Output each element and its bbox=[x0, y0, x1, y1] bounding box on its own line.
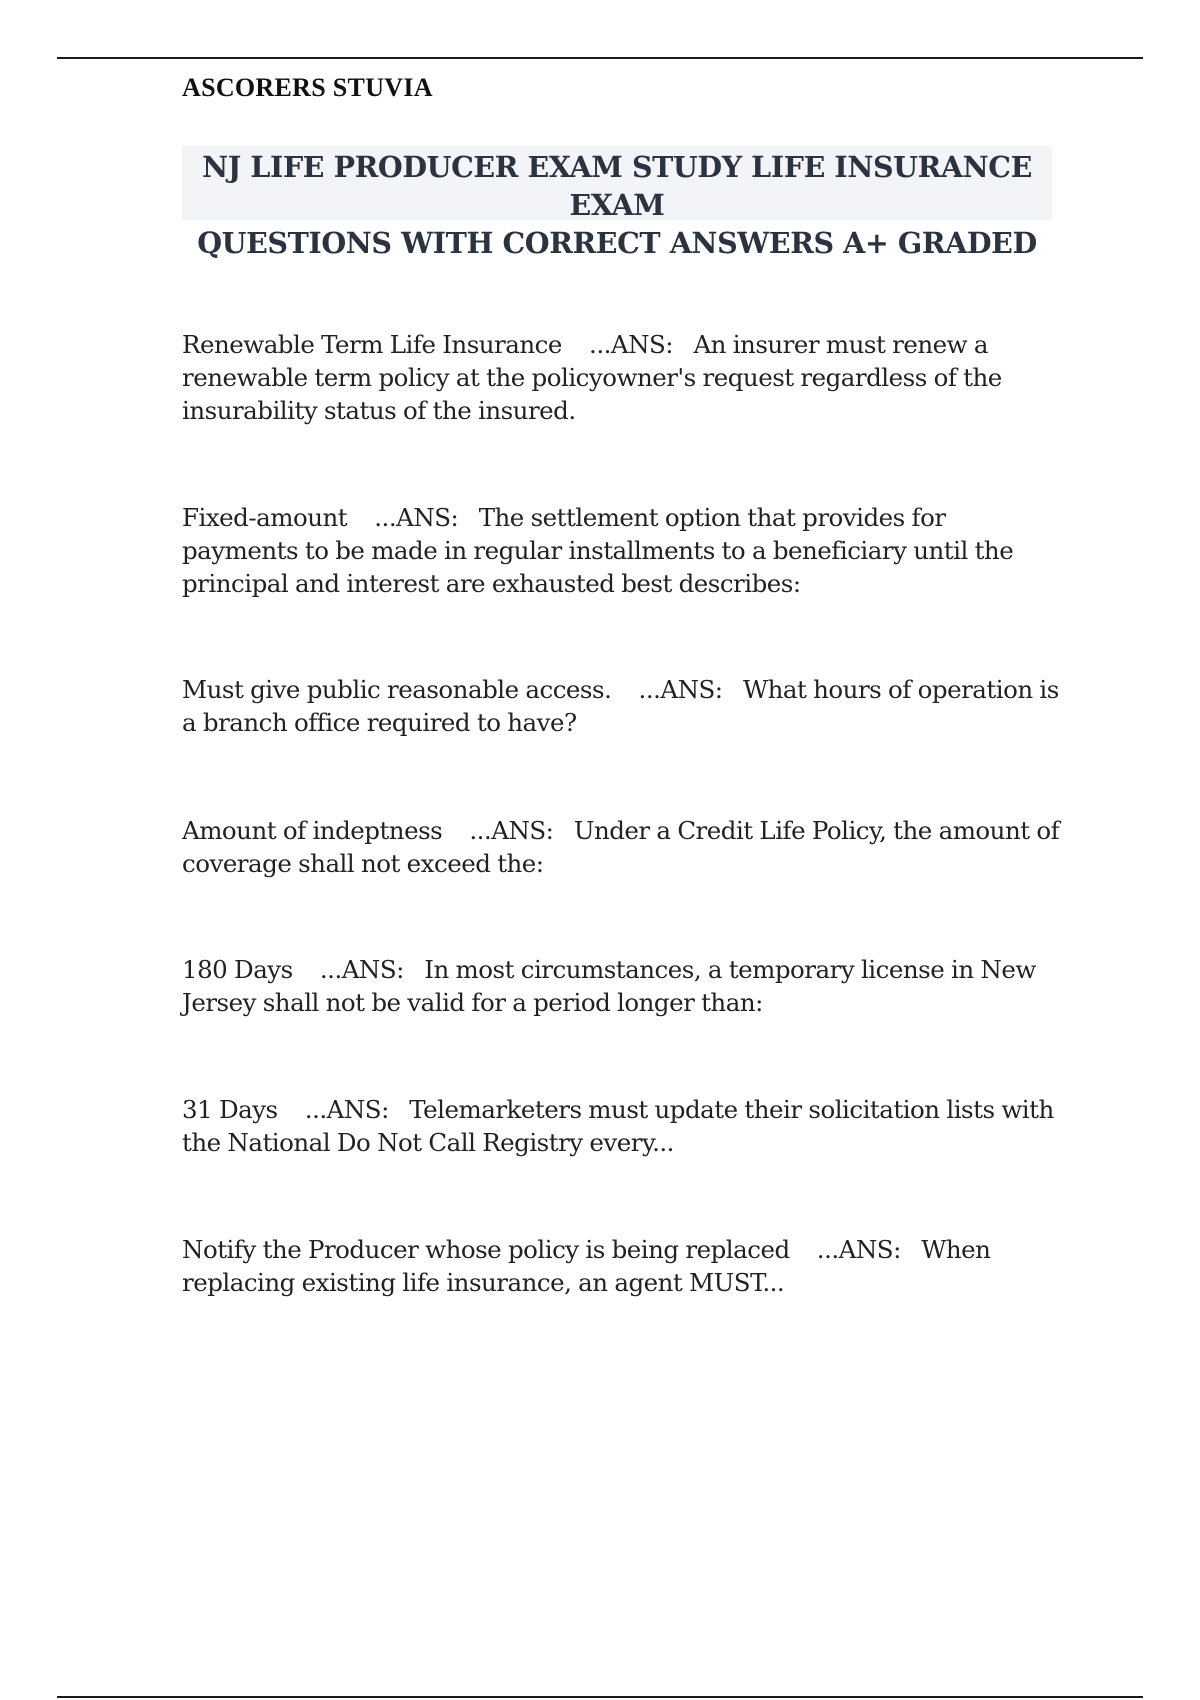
qa-marker: ...ANS: bbox=[374, 503, 459, 532]
qa-item bbox=[182, 501, 1062, 600]
qa-definition: In most circumstances, a temporary license in New Jersey shall not be valid for a period longer than: bbox=[182, 955, 1036, 1017]
document-title bbox=[182, 146, 1052, 262]
qa-marker: ...ANS: bbox=[304, 1095, 389, 1124]
qa-term: Fixed-amount bbox=[182, 503, 348, 532]
title-banner bbox=[182, 146, 1052, 260]
qa-item bbox=[182, 673, 1062, 739]
qa-term: Renewable Term Life Insurance bbox=[182, 330, 562, 359]
qa-item bbox=[182, 953, 1062, 1019]
qa-item bbox=[182, 1233, 1062, 1299]
source-label: ASCORERS STUVIA bbox=[182, 73, 433, 102]
title-line-2: QUESTIONS WITH CORRECT ANSWERS A+ GRADED bbox=[197, 226, 1037, 260]
qa-item bbox=[182, 1093, 1062, 1159]
qa-item bbox=[182, 328, 1062, 427]
qa-definition: What hours of operation is a branch office required to have? bbox=[182, 675, 1059, 737]
bottom-rule bbox=[57, 1696, 1143, 1698]
qa-definition: The settlement option that provides for payments to be made in regular installments to a beneficiary until the principal and interest are exhausted best describes: bbox=[182, 503, 1014, 598]
qa-marker: ...ANS: bbox=[816, 1235, 901, 1264]
top-rule bbox=[57, 57, 1143, 59]
qa-definition: Telemarketers must update their solicitation lists with the National Do Not Call Registry every... bbox=[182, 1095, 1054, 1157]
title-line-1: NJ LIFE PRODUCER EXAM STUDY LIFE INSURANCE EXAM bbox=[202, 150, 1032, 222]
qa-term: Notify the Producer whose policy is being replaced bbox=[182, 1235, 790, 1264]
qa-marker: ...ANS: bbox=[638, 675, 723, 704]
qa-term: 31 Days bbox=[182, 1095, 278, 1124]
qa-definition: An insurer must renew a renewable term policy at the policyowner's request regardless of the insurability status of the insured. bbox=[182, 330, 1002, 425]
qa-term: Must give public reasonable access. bbox=[182, 675, 612, 704]
qa-marker: ...ANS: bbox=[589, 330, 674, 359]
qa-definition: Under a Credit Life Policy, the amount of coverage shall not exceed the: bbox=[182, 816, 1060, 878]
qa-term: 180 Days bbox=[182, 955, 293, 984]
qa-definition: When replacing existing life insurance, an agent MUST... bbox=[182, 1235, 991, 1297]
qa-marker: ...ANS: bbox=[469, 816, 554, 845]
qa-term: Amount of indeptness bbox=[182, 816, 443, 845]
qa-item bbox=[182, 814, 1062, 880]
qa-marker: ...ANS: bbox=[319, 955, 404, 984]
